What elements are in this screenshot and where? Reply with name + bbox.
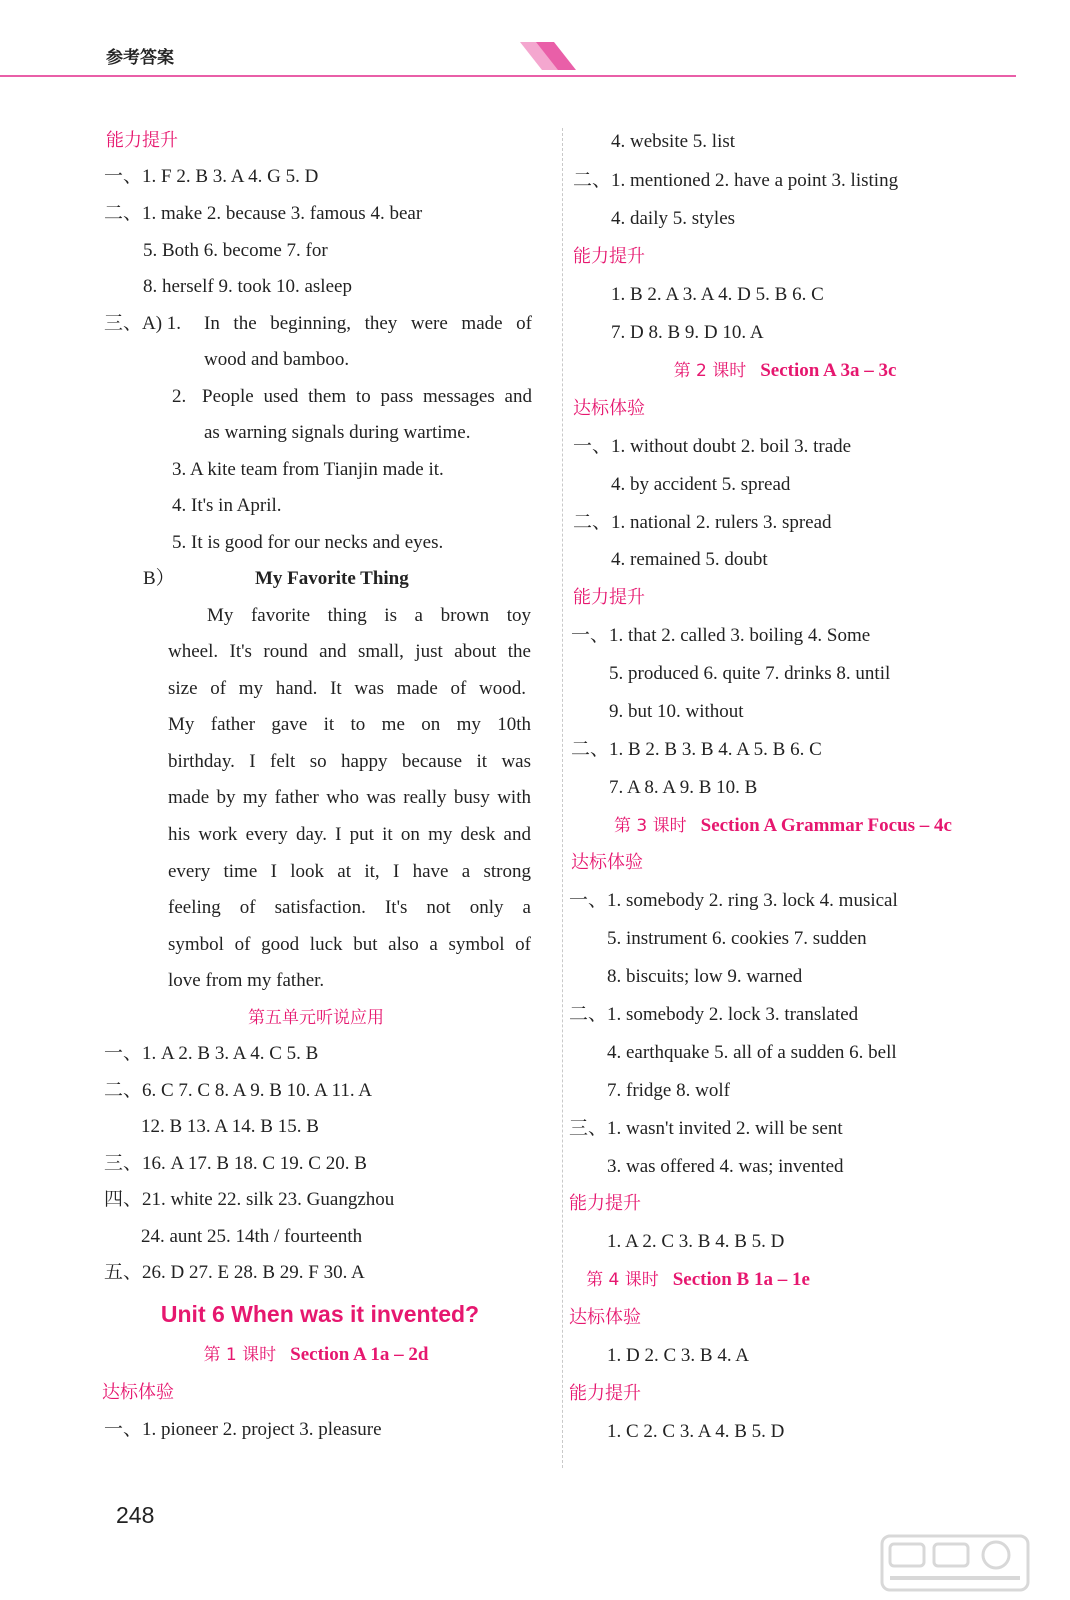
answer-line: as warning signals during wartime. xyxy=(204,422,471,443)
heading-practice: 达标体验 xyxy=(571,852,643,873)
answer-line: 一、1. that 2. called 3. boiling 4. Some xyxy=(571,625,871,646)
lesson-section: Section A 3a – 3c xyxy=(760,360,897,381)
answer-line: 24. aunt 25. 14th / fourteenth xyxy=(141,1226,363,1247)
answer-line: 二、1. national 2. rulers 3. spread xyxy=(573,512,832,533)
answer-line: 4. remained 5. doubt xyxy=(611,549,768,570)
answer-line: 一、1. without doubt 2. boil 3. trade xyxy=(573,436,852,457)
unit-title: Unit 6 When was it invented? xyxy=(160,1301,480,1327)
essay-line: every time I look at it, I have a strong xyxy=(168,861,531,882)
lesson-label: 第 2 课时 xyxy=(673,361,747,381)
answer-line: 三、1. wasn't invited 2. will be sent xyxy=(569,1118,843,1139)
page-number: 248 xyxy=(116,1502,155,1528)
lesson-section: Section B 1a – 1e xyxy=(672,1269,810,1290)
column-divider xyxy=(562,128,563,1468)
lesson-label: 第 3 课时 xyxy=(614,816,687,836)
answer-line: 5. It is good for our necks and eyes. xyxy=(172,532,444,553)
essay-line: his work every day. I put it on my desk and xyxy=(168,824,531,845)
answer-line: 1. D 2. C 3. B 4. A xyxy=(607,1345,749,1366)
answer-line: 5. instrument 6. cookies 7. sudden xyxy=(607,928,867,949)
answer-line: 9. but 10. without xyxy=(609,701,744,722)
heading-practice: 达标体验 xyxy=(569,1307,641,1328)
answer-line: 4. by accident 5. spread xyxy=(611,474,791,495)
heading-ability: 能力提升 xyxy=(569,1383,641,1404)
answer-line: 7. A 8. A 9. B 10. B xyxy=(609,777,758,798)
lesson-label: 第 4 课时 xyxy=(586,1270,659,1290)
header-decoration xyxy=(520,40,580,74)
essay-line: love from my father. xyxy=(168,970,325,991)
heading-ability: 能力提升 xyxy=(569,1193,641,1214)
answer-line: 5. Both 6. become 7. for xyxy=(143,240,328,261)
lesson-heading-1 xyxy=(100,1343,532,1367)
heading-ability: 能力提升 xyxy=(106,130,178,151)
answer-label: 三、A) 1. xyxy=(104,313,182,334)
lesson-heading-4 xyxy=(566,1268,830,1292)
answer-line: 一、1. F 2. B 3. A 4. G 5. D xyxy=(104,166,319,187)
answer-line: 1. C 2. C 3. A 4. B 5. D xyxy=(607,1421,785,1442)
answer-line: 4. It's in April. xyxy=(172,495,282,516)
answer-line: 二、1. B 2. B 3. B 4. A 5. B 6. C xyxy=(571,739,822,760)
answer-line: 8. herself 9. took 10. asleep xyxy=(143,276,352,297)
heading-practice: 达标体验 xyxy=(102,1382,174,1403)
header-rule xyxy=(0,75,1016,77)
essay-line: made by my father who was really busy with xyxy=(168,787,531,808)
answer-line: 7. fridge 8. wolf xyxy=(607,1080,730,1101)
answer-line: 3. A kite team from Tianjin made it. xyxy=(172,459,444,480)
lesson-section: Section A 1a – 2d xyxy=(290,1344,429,1365)
answer-line: 4. website 5. list xyxy=(611,131,736,152)
essay-line: size of my hand. It was made of wood. xyxy=(168,678,526,699)
essay-line: My father gave it to me on my 10th xyxy=(168,714,531,735)
answer-line: 1. A 2. C 3. B 4. B 5. D xyxy=(607,1231,785,1252)
answer-label: B） xyxy=(143,568,175,589)
unit5-listening-heading: 第五单元听说应用 xyxy=(248,1008,384,1028)
answer-line: 二、1. somebody 2. lock 3. translated xyxy=(569,1004,859,1025)
answer-line: 二、1. mentioned 2. have a point 3. listing xyxy=(573,170,899,191)
answer-line: 一、1. A 2. B 3. A 4. C 5. B xyxy=(104,1043,319,1064)
lesson-heading-2 xyxy=(570,359,1000,383)
essay-line: symbol of good luck but also a symbol of xyxy=(168,934,531,955)
answer-line: 5. produced 6. quite 7. drinks 8. until xyxy=(609,663,891,684)
heading-ability: 能力提升 xyxy=(573,246,645,267)
answer-line: 二、6. C 7. C 8. A 9. B 10. A 11. A xyxy=(104,1080,372,1101)
answer-line: wood and bamboo. xyxy=(204,349,350,370)
essay-line: wheel. It's round and small, just about the xyxy=(168,641,531,662)
answer-line: 4. earthquake 5. all of a sudden 6. bell xyxy=(607,1042,897,1063)
answer-line: 五、26. D 27. E 28. B 29. F 30. A xyxy=(104,1262,365,1283)
answer-line: 8. biscuits; low 9. warned xyxy=(607,966,803,987)
lesson-label: 第 1 课时 xyxy=(203,1345,277,1365)
lesson-section: Section A Grammar Focus – 4c xyxy=(700,815,952,836)
answer-line: 一、1. pioneer 2. project 3. pleasure xyxy=(104,1419,382,1440)
answer-label: 2. xyxy=(172,386,187,407)
essay-line: birthday. I felt so happy because it was xyxy=(168,751,531,772)
answer-line: 12. B 13. A 14. B 15. B xyxy=(141,1116,319,1137)
answer-line: 三、16. A 17. B 18. C 19. C 20. B xyxy=(104,1153,367,1174)
answer-line: 二、1. make 2. because 3. famous 4. bear xyxy=(104,203,423,224)
answer-line: 一、1. somebody 2. ring 3. lock 4. musical xyxy=(569,890,898,911)
answer-line: 1. B 2. A 3. A 4. D 5. B 6. C xyxy=(611,284,824,305)
answer-line: 7. D 8. B 9. D 10. A xyxy=(611,322,764,343)
essay-line: My favorite thing is a brown toy xyxy=(207,605,531,626)
answer-line: 3. was offered 4. was; invented xyxy=(607,1156,844,1177)
essay-title: My Favorite Thing xyxy=(255,568,409,589)
lesson-heading-3 xyxy=(566,814,1000,838)
essay-line: feeling of satisfaction. It's not only a xyxy=(168,897,531,918)
heading-practice: 达标体验 xyxy=(573,398,645,419)
answer-line: 四、21. white 22. silk 23. Guangzhou xyxy=(104,1189,395,1210)
watermark-logo xyxy=(880,1530,1030,1596)
answer-line: In the beginning, they were made of xyxy=(204,313,532,334)
answer-line: People used them to pass messages and xyxy=(202,386,532,407)
answer-line: 4. daily 5. styles xyxy=(611,208,736,229)
heading-ability: 能力提升 xyxy=(573,587,645,608)
header-label: 参考答案 xyxy=(106,48,174,68)
